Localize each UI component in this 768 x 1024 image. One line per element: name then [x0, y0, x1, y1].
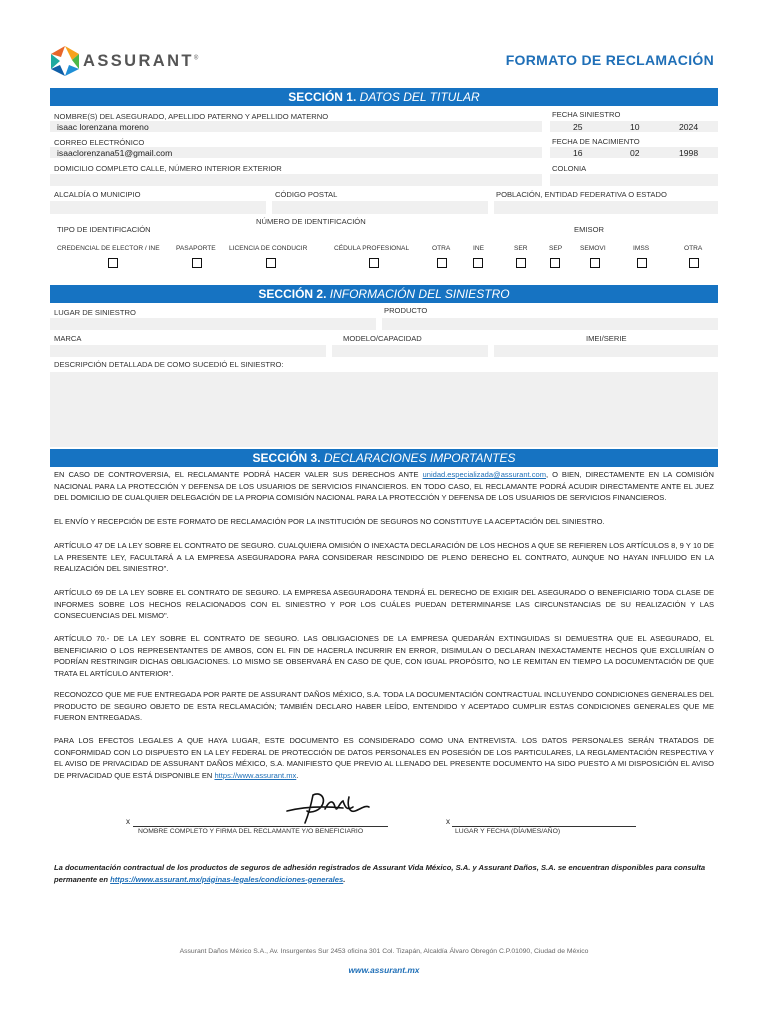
section-1-header: SECCIÓN 1. DATOS DEL TITULAR	[50, 88, 718, 106]
condiciones-generales-link[interactable]: https://www.assurant.mx/páginas-legales/condiciones-generales	[110, 874, 344, 884]
producto-label: PRODUCTO	[384, 306, 428, 315]
emisor-sep-label: SEP	[549, 245, 563, 252]
codigo-postal-label: CÓDIGO POSTAL	[275, 190, 338, 199]
imei-field[interactable]	[494, 345, 718, 357]
fecha-nacimiento-anio: 1998	[679, 148, 699, 158]
fecha-siniestro-mes: 10	[630, 122, 640, 132]
emisor-semovi-label: SEMOVI	[580, 245, 606, 252]
signature-image	[283, 785, 373, 827]
lugar-siniestro-label: LUGAR DE SINIESTRO	[54, 308, 136, 317]
declaracion-articulo-69: ARTÍCULO 69 DE LA LEY SOBRE EL CONTRATO DE SEGURO. LA EMPRESA ASEGURADORA TENDRÁ EL DERECHO DE EXIGIR DEL ASEGURADO O BENEFICIARIO TODA CLASE DE INFORMES SOBRE LOS HECHOS RELACIONADOS CON EL SINIESTRO Y POR LOS CUÁLES PUEDAN DETERMINARSE LAS CIRCUNSTANCIAS DE SU REALIZACIÓN Y LAS CONSECUENCIAS DEL MISMO".	[54, 588, 714, 620]
firma-line[interactable]	[133, 826, 388, 827]
declaracion-articulo-70: ARTÍCULO 70.- DE LA LEY SOBRE EL CONTRATO DE SEGURO. LAS OBLIGACIONES DE LA EMPRESA QUEDARÁN EXTINGUIDAS SI DEMUESTRA QUE EL ASEGURADO, EL BENEFICIARIO O LOS REPRESENTANTES DE AMBOS, CON EL FIN DE HACERLA INCURRIR EN ERROR, DISIMULAN O DECLARAN INEXACTAMENTE HECHOS QUE EXCLUIRÍAN O PODRÍAN RESTRINGIR DICHAS OBLIGACIONES. LO MISMO SE OBSERVARÁ EN CASO DE QUE, CON IGUAL PROPÓSITO, NO LE REMITAN EN TIEMPO LA DOCUMENTACIÓN DE QUE TRATA EL ARTÍCULO ANTERIOR".	[54, 634, 714, 678]
declaracion-datos-personales: PARA LOS EFECTOS LEGALES A QUE HAYA LUGAR, ESTE DOCUMENTO ES CONSIDERADO COMO UNA ENTREVISTA. LOS DATOS PERSONALES SERÁN TRATADOS DE CONFORMIDAD CON LO DISPUESTO EN LA LEY FEDERAL DE PROTECCIÓN DE DATOS PERSONALES EN POSESIÓN DE LOS PARTICULARES, LA REGLAMENTACIÓN RESPECTIVA Y EL AVISO DE PRIVACIDAD DE ASSURANT DAÑOS MÉXICO, S.A. MANIFIESTO QUE PREVIO AL LLENADO DEL PRESENTE DOCUMENTO HA SIDO PUESTO A MI DISPOSICIÓN EL AVISO DE PRIVACIDAD QUE ESTÁ DISPONIBLE EN https://www.assurant.mx.	[54, 736, 714, 780]
producto-field[interactable]	[382, 318, 718, 330]
fecha-siniestro-label: FECHA SINIESTRO	[552, 110, 621, 119]
tipo-identificacion-label: TIPO DE IDENTIFICACIÓN	[57, 225, 151, 234]
emisor-imss-checkbox[interactable]	[637, 258, 647, 268]
poblacion-field[interactable]	[494, 201, 718, 214]
descripcion-label: DESCRIPCIÓN DETALLADA DE COMO SUCEDIÓ EL SINIESTRO:	[54, 360, 284, 369]
id-option-otra-checkbox[interactable]	[437, 258, 447, 268]
descripcion-field[interactable]	[50, 372, 718, 447]
emisor-label: EMISOR	[574, 225, 604, 234]
id-option-pasaporte-checkbox[interactable]	[192, 258, 202, 268]
aviso-privacidad-link[interactable]: https://www.assurant.mx	[214, 770, 297, 780]
alcaldia-field[interactable]	[50, 201, 266, 214]
section-3-header: SECCIÓN 3. DECLARACIONES IMPORTANTES	[50, 449, 718, 467]
numero-identificacion-label: NÚMERO DE IDENTIFICACIÓN	[256, 217, 366, 226]
codigo-postal-field[interactable]	[272, 201, 488, 214]
fecha-nacimiento-mes: 02	[630, 148, 640, 158]
domicilio-label: DOMICILIO COMPLETO CALLE, NÚMERO INTERIOR EXTERIOR	[54, 164, 282, 173]
declaracion-envio: EL ENVÍO Y RECEPCIÓN DE ESTE FORMATO DE RECLAMACIÓN POR LA INSTITUCIÓN DE SEGUROS NO CONSTITUYE LA ACEPTACIÓN DEL SINIESTRO.	[54, 517, 605, 526]
emisor-ine-label: INE	[473, 245, 484, 252]
nombre-label: NOMBRE(S) DEL ASEGURADO, APELLIDO PATERNO Y APELLIDO MATERNO	[54, 112, 329, 121]
id-option-licencia-checkbox[interactable]	[266, 258, 276, 268]
emisor-sep-checkbox[interactable]	[550, 258, 560, 268]
id-option-cedula-checkbox[interactable]	[369, 258, 379, 268]
colonia-field[interactable]	[550, 174, 718, 186]
document-title: FORMATO DE RECLAMACIÓN	[505, 52, 714, 68]
emisor-ser-checkbox[interactable]	[516, 258, 526, 268]
logo-text: ASSURANT®	[83, 52, 199, 70]
correo-label: CORREO ELECTRÓNICO	[54, 138, 145, 147]
fecha-x-mark: x	[446, 817, 450, 826]
id-option-otra-label: OTRA	[432, 245, 451, 252]
declaracion-articulo-47: ARTÍCULO 47 DE LA LEY SOBRE EL CONTRATO DE SEGURO. CUALQUIERA OMISIÓN O INEXACTA DECLARACIÓN DE LOS HECHOS A QUE SE REFIEREN LOS ARTÍCULOS 8, 9 Y 10 DE LA PRESENTE LEY, FACULTARÁ A LA EMPRESA ASEGURADORA PARA CONSIDERAR RESCINDIDO DE PLENO DERECHO EL CONTRATO, AUNQUE NO HAYAN INFLUIDO EN LA REALIZACIÓN DEL SINIESTRO".	[54, 541, 714, 573]
unidad-especializada-link[interactable]: unidad.especializada@assurant.com	[422, 470, 546, 479]
poblacion-label: POBLACIÓN, ENTIDAD FEDERATIVA O ESTADO	[496, 190, 667, 199]
section-2-header: SECCIÓN 2. INFORMACIÓN DEL SINIESTRO	[50, 285, 718, 303]
fecha-siniestro-dia: 25	[573, 122, 583, 132]
emisor-otra-checkbox[interactable]	[689, 258, 699, 268]
footer-address: Assurant Daños México S.A., Av. Insurgentes Sur 2453 oficina 301 Col. Tizapán, Alcaldía Álvaro Obregón C.P.01090, Ciudad de México	[179, 948, 589, 955]
declaracion-reconozco: RECONOZCO QUE ME FUE ENTREGADA POR PARTE DE ASSURANT DAÑOS MÉXICO, S.A. TODA LA DOCUMENTACIÓN CONTRACTUAL INCLUYENDO CONDICIONES GENERALES DEL PRODUCTO DE SEGURO OBJETO DE ESTA RECLAMACIÓN; TAMBIÉN DECLARO HABER LEÍDO, ENTENDIDO Y ACEPTADO CUMPLIR ESTAS CONDICIONES GENERALES QUE ME FUERON ENTREGADAS.	[54, 690, 714, 722]
fecha-nacimiento-dia: 16	[573, 148, 583, 158]
nombre-value: isaac lorenzana moreno	[57, 122, 149, 132]
marca-label: MARCA	[54, 334, 82, 343]
correo-value: isaaclorenzana51@gmail.com	[57, 148, 173, 158]
marca-field[interactable]	[50, 345, 326, 357]
emisor-ser-label: SER	[514, 245, 528, 252]
modelo-field[interactable]	[332, 345, 488, 357]
colonia-label: COLONIA	[552, 164, 587, 173]
lugar-siniestro-field[interactable]	[50, 318, 376, 330]
domicilio-field[interactable]	[50, 174, 542, 186]
imei-label: IMEI/SERIE	[586, 334, 627, 343]
id-option-credencial-label: CREDENCIAL DE ELECTOR / INE	[57, 245, 160, 252]
assurant-logo-icon	[50, 45, 80, 77]
lugar-fecha-line[interactable]	[452, 826, 636, 827]
emisor-ine-checkbox[interactable]	[473, 258, 483, 268]
alcaldia-label: ALCALDÍA O MUNICIPIO	[54, 190, 141, 199]
id-option-credencial-checkbox[interactable]	[108, 258, 118, 268]
emisor-imss-label: IMSS	[633, 245, 650, 252]
footer-website-link[interactable]: www.assurant.mx	[348, 965, 420, 975]
firma-label: NOMBRE COMPLETO Y FIRMA DEL RECLAMANTE Y/O BENEFICIARIO	[138, 828, 364, 835]
fecha-nacimiento-label: FECHA DE NACIMIENTO	[552, 137, 640, 146]
emisor-otra-label: OTRA	[684, 245, 703, 252]
lugar-fecha-label: LUGAR Y FECHA (DÍA/MES/AÑO)	[455, 828, 561, 835]
emisor-semovi-checkbox[interactable]	[590, 258, 600, 268]
id-option-cedula-label: CÉDULA PROFESIONAL	[334, 245, 410, 252]
id-option-licencia-label: LICENCIA DE CONDUCIR	[229, 245, 308, 252]
declaracion-controversia: EN CASO DE CONTROVERSIA, EL RECLAMANTE PODRÁ HACER VALER SUS DERECHOS ANTE unidad.especializada@assurant.com, O BIEN, DIRECTAMENTE EN LA COMISIÓN NACIONAL PARA LA PROTECCIÓN Y DEFENSA DE LOS USUARIOS DE SERVICIOS FINANCIEROS. EN TODO CASO, EL RECLAMANTE PODRÁ ACUDIR DIRECTAMENTE ANTE EL JUEZ DEL DOMICILIO DE CUALQUIER DELEGACIÓN DE LA PROPIA COMISIÓN NACIONAL PARA LA PROTECCIÓN Y DEFENSA DE LOS USUARIOS DE SERVICIOS FINANCIEROS.	[54, 470, 714, 502]
fecha-siniestro-anio: 2024	[679, 122, 699, 132]
nota-documentacion: La documentación contractual de los productos de seguros de adhesión registrados de Assurant Vida México, S.A. y Assurant Daños, S.A. se encuentran disponibles para consulta permanente en https://www.assurant.mx/páginas-legales/condiciones-generales.	[54, 863, 706, 884]
id-option-pasaporte-label: PASAPORTE	[176, 245, 216, 252]
numero-identificacion-field[interactable]	[256, 227, 452, 237]
modelo-label: MODELO/CAPACIDAD	[343, 334, 422, 343]
firma-x-mark: x	[126, 817, 130, 826]
